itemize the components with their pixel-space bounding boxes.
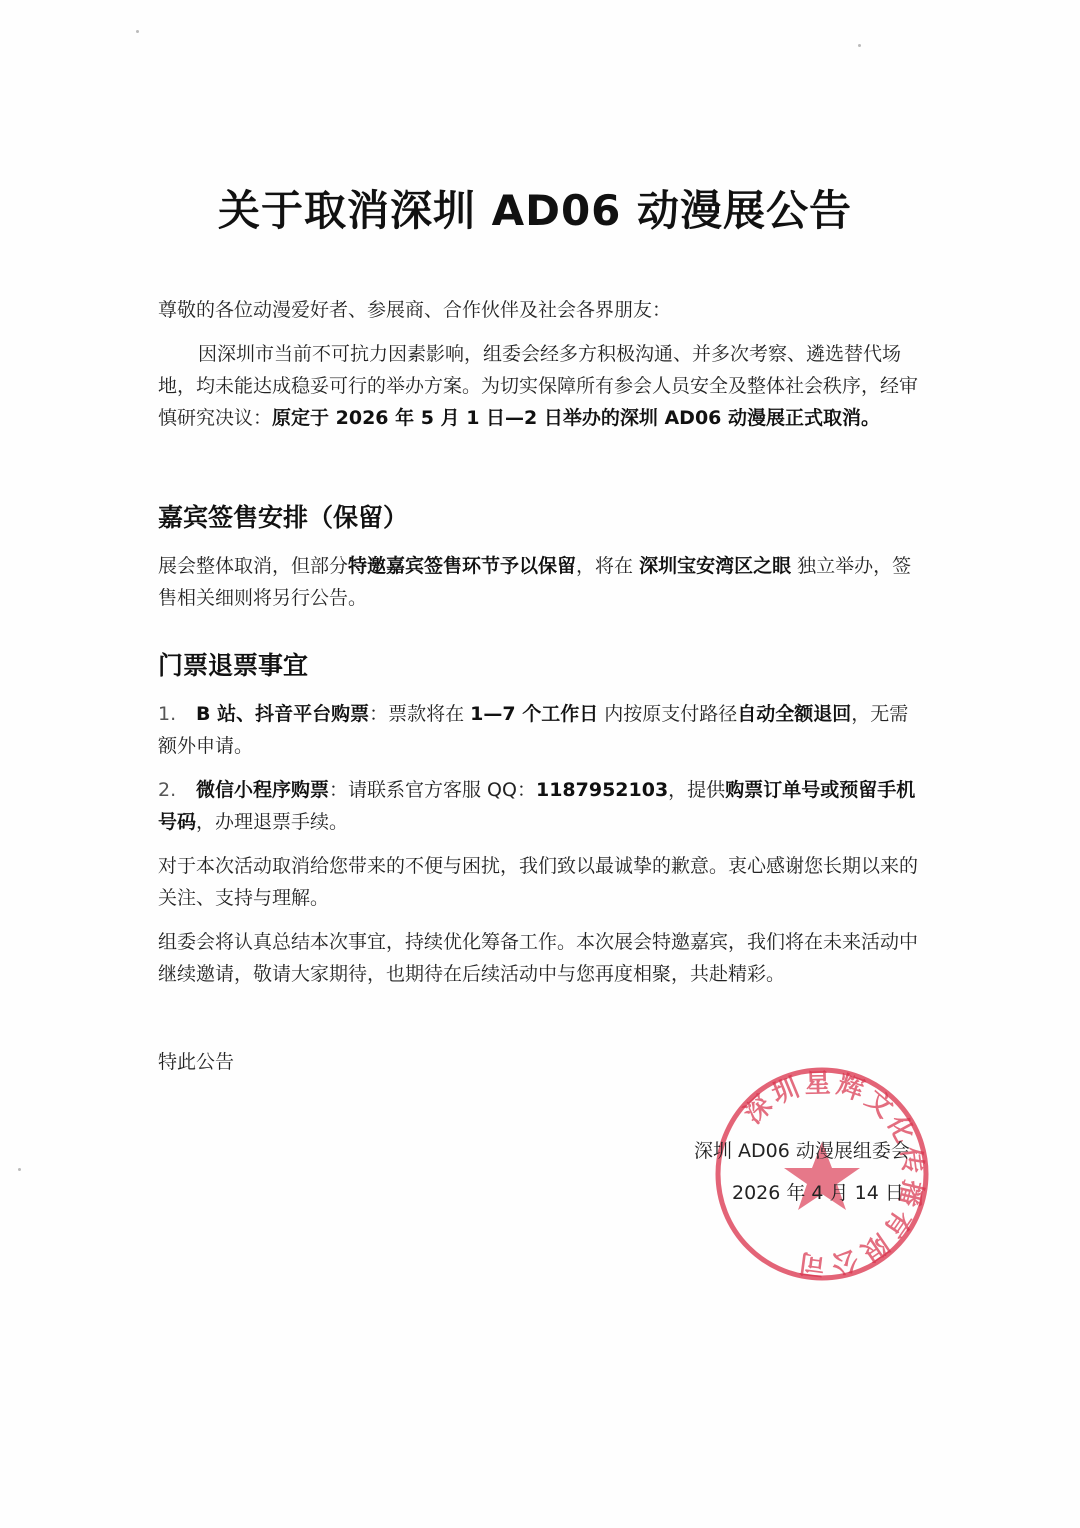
svg-text:深圳星辉文化传播有限公司: 深圳星辉文化传播有限公司 xyxy=(738,1068,929,1281)
apology-paragraph: 对于本次活动取消给您带来的不便与困扰，我们致以最诚挚的歉意。衷心感谢您长期以来的关注、支持与理解。 xyxy=(158,855,919,909)
section-heading-signing: 嘉宾签售安排（保留） xyxy=(158,503,409,532)
salutation: 尊敬的各位动漫爱好者、参展商、合作伙伴及社会各界朋友： xyxy=(158,299,672,321)
signature-org: 深圳 AD06 动漫展组委会 xyxy=(694,1140,910,1162)
list-number: 1. xyxy=(158,703,177,725)
closing-line: 特此公告 xyxy=(158,1051,235,1073)
refund-item-1: 1. B 站、抖音平台购票：票款将在 1—7 个工作日 内按原支付路径自动全额退回，无需额外申请。 xyxy=(158,698,918,762)
signing-paragraph: 展会整体取消，但部分特邀嘉宾签售环节予以保留，将在 深圳宝安湾区之眼 独立举办，签售相关细则将另行公告。 xyxy=(158,555,912,609)
scan-speck xyxy=(858,44,861,47)
intro-text: 因深圳市当前不可抗力因素影响，组委会经多方积极沟通、并多次考察、遴选替代场地，均未能达成稳妥可行的举办方案。为切实保障所有参会人员安全及整体社会秩序，经审慎研究决议： xyxy=(158,343,919,429)
scan-speck xyxy=(18,1168,21,1171)
section-heading-refund: 门票退票事宜 xyxy=(158,651,309,680)
refund-item-2: 2. 微信小程序购票：请联系官方客服 QQ：1187952103，提供购票订单号或预留手机号码，办理退票手续。 xyxy=(158,774,918,838)
document-title: 关于取消深圳 AD06 动漫展公告 xyxy=(217,186,853,235)
list-number: 2. xyxy=(158,779,177,801)
intro-paragraph xyxy=(158,338,918,434)
official-seal-stamp xyxy=(712,1064,932,1284)
intro-bold: 原定于 2026 年 5 月 1 日—2 日举办的深圳 AD06 动漫展正式取消。 xyxy=(272,407,881,429)
signature-date: 2026 年 4 月 14 日 xyxy=(732,1182,904,1204)
closing-paragraph: 组委会将认真总结本次事宜，持续优化筹备工作。本次展会特邀嘉宾，我们将在未来活动中继续邀请，敬请大家期待，也期待在后续活动中与您再度相聚，共赴精彩。 xyxy=(158,931,919,985)
scan-speck xyxy=(136,30,139,33)
